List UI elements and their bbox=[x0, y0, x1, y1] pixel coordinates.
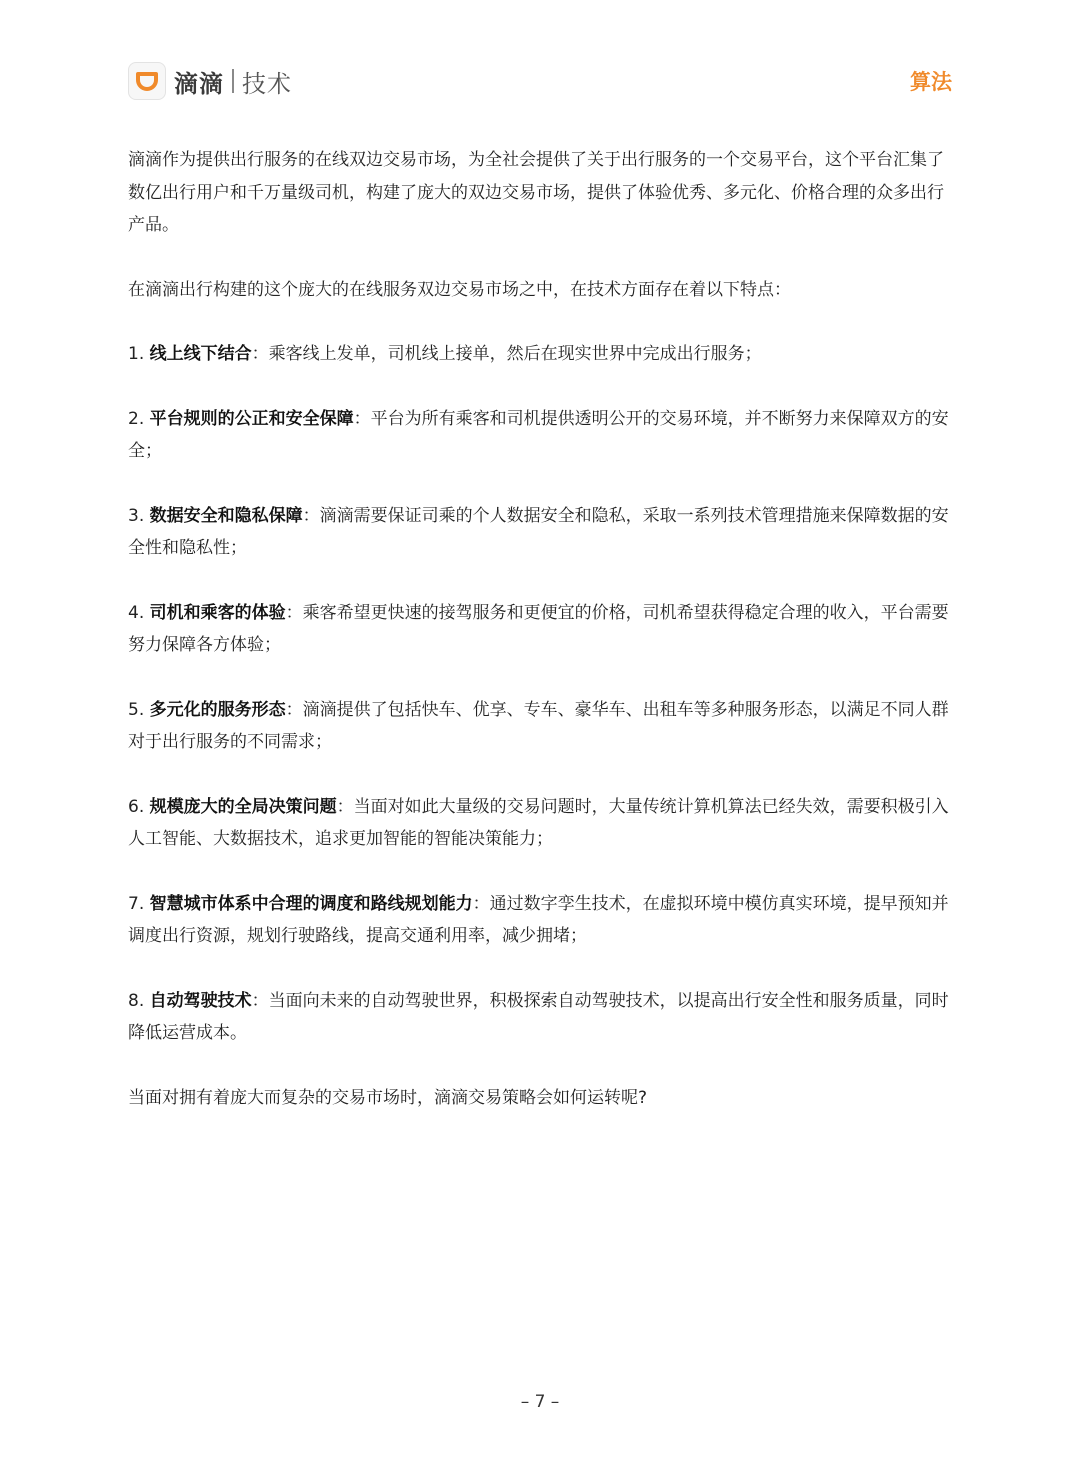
item-separator: ： bbox=[251, 344, 269, 364]
logo-divider bbox=[232, 69, 234, 93]
item-number: 6. bbox=[128, 796, 145, 817]
item-text: 通过数字孪生技术，在虚拟环境中模仿真实环境，提早预知并调度出行资源，规划行驶路线，提高交通利用率，减少拥堵； bbox=[128, 893, 949, 946]
item-title: 线上线下结合 bbox=[149, 344, 252, 364]
item-separator: ： bbox=[302, 505, 320, 526]
category-label: 算法 bbox=[910, 70, 952, 94]
item-separator: ： bbox=[285, 699, 303, 720]
item-title: 智慧城市体系中合理的调度和路线规划能力 bbox=[149, 893, 473, 914]
item-title: 多元化的服务形态 bbox=[149, 699, 286, 720]
feature-item bbox=[128, 500, 952, 565]
item-text: 乘客希望更快速的接驾服务和更便宜的价格，司机希望获得稳定合理的收入，平台需要努力保障各方体验； bbox=[128, 602, 949, 655]
item-number: 4. bbox=[128, 602, 145, 623]
intro-paragraph: 滴滴作为提供出行服务的在线双边交易市场，为全社会提供了关于出行服务的一个交易平台，这个平台汇集了数亿出行用户和千万量级司机，构建了庞大的双边交易市场，提供了体验优秀、多元化、价格合理的众多出行产品。 bbox=[128, 150, 944, 235]
item-separator: ： bbox=[251, 990, 269, 1011]
item-title: 平台规则的公正和安全保障 bbox=[149, 408, 354, 429]
item-number: 2. bbox=[128, 408, 145, 429]
item-number: 5. bbox=[128, 699, 145, 720]
closing-paragraph: 当面对拥有着庞大而复杂的交易市场时，滴滴交易策略会如何运转呢? bbox=[128, 1087, 648, 1108]
feature-item bbox=[128, 403, 952, 468]
feature-item bbox=[128, 888, 952, 953]
feature-item bbox=[128, 338, 952, 371]
logo-sub: 技术 bbox=[242, 69, 292, 98]
item-text: 平台为所有乘客和司机提供透明公开的交易环境，并不断努力来保障双方的安全； bbox=[128, 408, 949, 461]
feature-item bbox=[128, 791, 952, 856]
item-number: 8. bbox=[128, 990, 145, 1011]
item-separator: ： bbox=[353, 408, 371, 429]
item-separator: ： bbox=[285, 602, 303, 623]
item-separator: ： bbox=[472, 893, 490, 914]
article-body bbox=[128, 144, 952, 1146]
lead-paragraph: 在滴滴出行构建的这个庞大的在线服务双边交易市场之中，在技术方面存在着以下特点： bbox=[128, 279, 791, 300]
item-separator: ： bbox=[336, 796, 354, 817]
item-text: 当面向未来的自动驾驶世界，积极探索自动驾驶技术，以提高出行安全性和服务质量，同时降低运营成本。 bbox=[128, 990, 949, 1043]
didi-tech-logo bbox=[128, 60, 292, 102]
item-text: 滴滴需要保证司乘的个人数据安全和隐私，采取一系列技术管理措施来保障数据的安全性和隐私性； bbox=[128, 505, 949, 558]
item-number: 1. bbox=[128, 344, 145, 364]
item-number: 7. bbox=[128, 893, 145, 914]
didi-logo-icon bbox=[128, 62, 166, 100]
feature-item bbox=[128, 597, 952, 662]
item-title: 数据安全和隐私保障 bbox=[149, 505, 303, 526]
item-text: 当面对如此大量级的交易问题时，大量传统计算机算法已经失效，需要积极引入人工智能、大数据技术，追求更加智能的智能决策能力； bbox=[128, 796, 949, 849]
item-text: 滴滴提供了包括快车、优享、专车、豪华车、出租车等多种服务形态，以满足不同人群对于出行服务的不同需求； bbox=[128, 699, 949, 752]
item-title: 规模庞大的全局决策问题 bbox=[149, 796, 337, 817]
item-text: 乘客线上发单，司机线上接单，然后在现实世界中完成出行服务； bbox=[268, 344, 762, 364]
page-header bbox=[128, 60, 952, 104]
item-title: 司机和乘客的体验 bbox=[149, 602, 286, 623]
feature-item bbox=[128, 985, 952, 1050]
logo-name: 滴滴 bbox=[174, 69, 224, 98]
feature-item bbox=[128, 694, 952, 759]
item-title: 自动驾驶技术 bbox=[149, 990, 252, 1011]
page-number: – 7 – bbox=[520, 1392, 560, 1412]
item-number: 3. bbox=[128, 505, 145, 526]
